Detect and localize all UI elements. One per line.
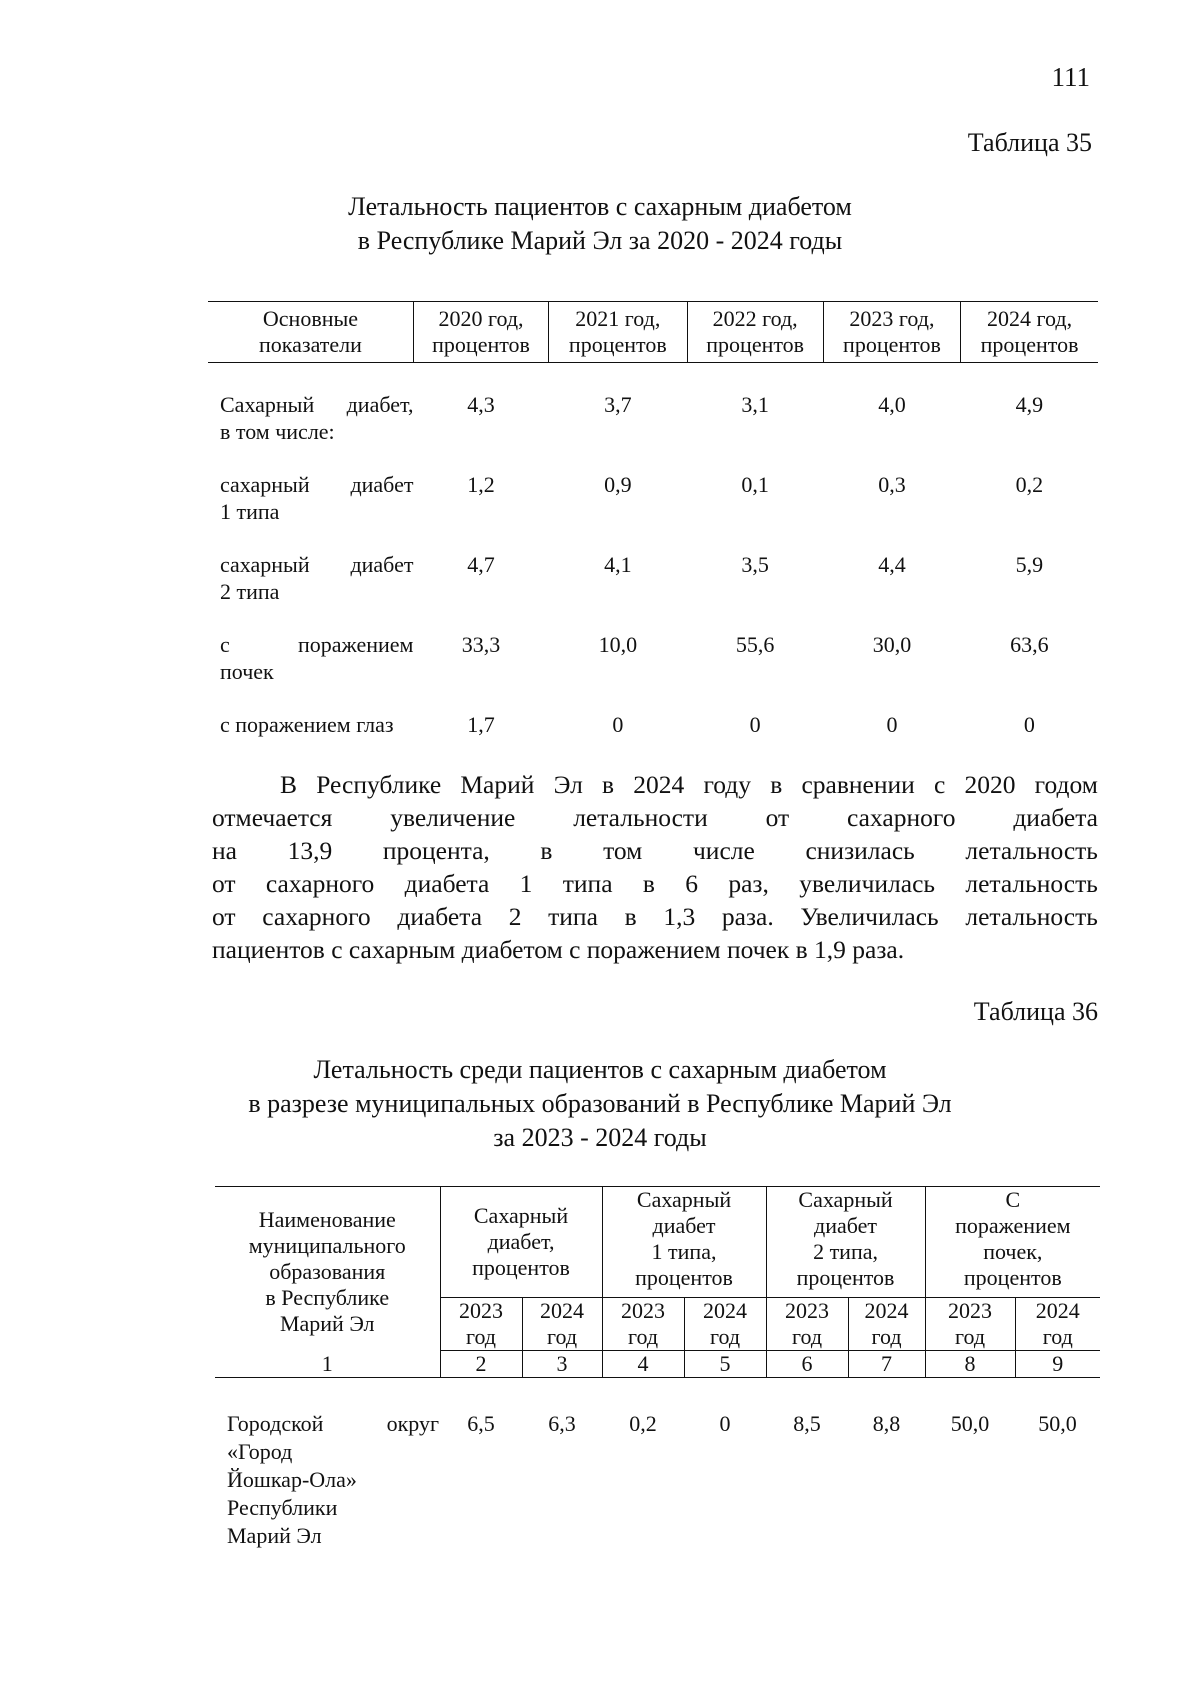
value-cell: 4,0 bbox=[878, 391, 906, 417]
value-cell: 0 bbox=[612, 711, 624, 737]
paragraph-word: сравнении bbox=[801, 770, 915, 799]
column-number: 8 bbox=[925, 1351, 1015, 1378]
year-header: 2023 год bbox=[440, 1298, 522, 1351]
value-cell: 4,9 bbox=[1015, 391, 1044, 417]
value-cell: 8,5 bbox=[793, 1411, 821, 1436]
page-number: 111 bbox=[1051, 62, 1090, 92]
paragraph-word: на bbox=[212, 836, 237, 865]
municipality-name: Городской округ «Город Йошкар-Ола» Республики Марий Эл bbox=[227, 1411, 439, 1548]
paragraph-word: снизилась bbox=[805, 836, 915, 865]
value-cell: 0 bbox=[749, 711, 761, 737]
paragraph-word: процента, bbox=[382, 836, 490, 865]
paragraph-word: 2 bbox=[508, 902, 522, 931]
value-cell: 0,1 bbox=[741, 471, 769, 497]
column-number: 2 bbox=[440, 1351, 522, 1378]
group-header: Сахарный диабет 1 типа, процентов bbox=[602, 1187, 766, 1298]
table35-caption: Таблица 35 bbox=[967, 128, 1092, 157]
table35-header-cell: 2021 год, процентов bbox=[549, 302, 687, 363]
value-cell: 8,8 bbox=[872, 1411, 901, 1436]
row-label: сахарный диабет 1 типа bbox=[220, 471, 414, 524]
value-cell: 10,0 bbox=[598, 631, 638, 657]
paragraph-word: 2024 bbox=[633, 770, 685, 799]
paragraph-word: от bbox=[765, 803, 790, 832]
paragraph-word: раз, bbox=[728, 869, 769, 898]
value-cell: 0,3 bbox=[878, 471, 906, 497]
table36-title-line1: Летальность среди пациентов с сахарным диабетом bbox=[313, 1055, 887, 1084]
table35-row bbox=[208, 391, 1098, 471]
column-number: 4 bbox=[602, 1351, 684, 1378]
year-header: 2024 год bbox=[522, 1298, 602, 1351]
group-header: С поражением почек, процентов bbox=[925, 1187, 1100, 1298]
paragraph-word: 2020 bbox=[964, 770, 1016, 799]
table36 bbox=[215, 1186, 1100, 1551]
table35-row bbox=[208, 471, 1098, 551]
value-cell: 3,5 bbox=[741, 551, 769, 577]
paragraph-line bbox=[212, 900, 1098, 933]
paragraph-line bbox=[212, 933, 1098, 966]
paragraph-word: сахарного bbox=[262, 902, 371, 931]
value-cell: 0,2 bbox=[629, 1411, 657, 1436]
value-cell: 63,6 bbox=[1010, 631, 1049, 657]
value-cell: 30,0 bbox=[872, 631, 912, 657]
paragraph-word: отмечается bbox=[212, 803, 333, 832]
paragraph-word: от bbox=[212, 869, 236, 898]
value-cell: 3,1 bbox=[741, 391, 769, 417]
table35-title-line1: Летальность пациентов с сахарным диабетом bbox=[348, 192, 852, 221]
paragraph-word: в bbox=[602, 770, 615, 799]
group-header: Сахарный диабет, процентов bbox=[440, 1187, 602, 1298]
table36-title bbox=[0, 1053, 1200, 1155]
paragraph-line bbox=[212, 834, 1098, 867]
paragraph-word: летальности bbox=[573, 803, 708, 832]
value-cell: 6,3 bbox=[548, 1411, 576, 1436]
value-cell: 50,0 bbox=[1038, 1411, 1077, 1436]
year-header: 2024 год bbox=[1015, 1298, 1100, 1351]
value-cell: 33,3 bbox=[461, 631, 501, 657]
paragraph-word: в bbox=[642, 869, 655, 898]
value-cell: 5,9 bbox=[1015, 551, 1044, 577]
paragraph-word: летальность bbox=[965, 902, 1098, 931]
table36-title-line2: в разрезе муниципальных образований в Республике Марий Эл bbox=[248, 1089, 952, 1118]
year-header: 2023 год bbox=[602, 1298, 684, 1351]
paragraph-word: 1 bbox=[519, 869, 533, 898]
row-label: сахарный диабет 2 типа bbox=[220, 551, 414, 604]
table36-caption: Таблица 36 bbox=[973, 997, 1098, 1026]
table35-title-line2: в Республике Марий Эл за 2020 - 2024 годы bbox=[357, 226, 843, 255]
paragraph-word: раза. bbox=[721, 902, 774, 931]
paragraph-line bbox=[212, 867, 1098, 900]
paragraph-word: 1,3 bbox=[663, 902, 696, 931]
paragraph-word: Эл bbox=[553, 770, 583, 799]
paragraph-word: Республике bbox=[316, 770, 442, 799]
column-number: 3 bbox=[522, 1351, 602, 1378]
year-header: 2024 год bbox=[684, 1298, 766, 1351]
table35-header-cell: 2023 год, процентов bbox=[823, 302, 960, 363]
value-cell: 1,7 bbox=[467, 711, 495, 737]
column-number: 6 bbox=[766, 1351, 848, 1378]
column-number: 9 bbox=[1015, 1351, 1100, 1378]
column-number: 1 bbox=[215, 1351, 440, 1378]
table35-row bbox=[208, 551, 1098, 631]
value-cell: 1,2 bbox=[467, 471, 495, 497]
paragraph-word: В bbox=[280, 770, 298, 799]
table35-header-cell: Основные показатели bbox=[208, 302, 413, 363]
paragraph-word: с bbox=[933, 770, 946, 799]
row-label: с поражением глаз bbox=[220, 711, 394, 737]
table36-title-line3: за 2023 - 2024 годы bbox=[493, 1123, 707, 1152]
table35-header-cell: 2020 год, процентов bbox=[413, 302, 548, 363]
row-label: Сахарный диабет, в том числе: bbox=[220, 391, 414, 444]
value-cell: 0 bbox=[1023, 711, 1035, 737]
paragraph-word: Увеличилась bbox=[800, 902, 939, 931]
paragraph-word: диабета bbox=[1013, 803, 1098, 832]
paragraph-line bbox=[212, 801, 1098, 834]
value-cell: 55,6 bbox=[735, 631, 775, 657]
value-cell: 0,2 bbox=[1015, 471, 1044, 497]
row-label: с поражением почек bbox=[220, 631, 414, 684]
paragraph-word: сахарного bbox=[847, 803, 956, 832]
paragraph-word: от bbox=[212, 902, 236, 931]
paragraph-word: типа bbox=[548, 902, 598, 931]
paragraph-word: диабета bbox=[397, 902, 483, 931]
paragraph-word: 6 bbox=[685, 869, 699, 898]
column-number-row bbox=[215, 1351, 1100, 1378]
table36-row bbox=[215, 1378, 1100, 1552]
paragraph-word: годом bbox=[1034, 770, 1098, 799]
value-cell: 0,9 bbox=[604, 471, 632, 497]
col-name-header: Наименование муниципального образования в Республике Марий Эл bbox=[215, 1187, 440, 1351]
paragraph-word: числе bbox=[692, 836, 755, 865]
table36-header-row bbox=[215, 1187, 1100, 1298]
value-cell: 0 bbox=[719, 1411, 731, 1436]
paragraph-word: том bbox=[603, 836, 643, 865]
paragraph-word: в bbox=[540, 836, 553, 865]
table35-row bbox=[208, 711, 1098, 751]
year-header: 2023 год bbox=[925, 1298, 1015, 1351]
table35-header-cell: 2022 год, процентов bbox=[687, 302, 823, 363]
paragraph-word: Марий bbox=[460, 770, 535, 799]
paragraph-word: сахарного bbox=[265, 869, 375, 898]
year-header: 2024 год bbox=[848, 1298, 925, 1351]
table35-header-cell: 2024 год, процентов bbox=[961, 302, 1098, 363]
paragraph-line bbox=[212, 768, 1098, 801]
paragraph-word: году bbox=[703, 770, 752, 799]
paragraph-word: 13,9 bbox=[287, 836, 333, 865]
column-number: 7 bbox=[848, 1351, 925, 1378]
paragraph-word: в bbox=[624, 902, 637, 931]
table35 bbox=[208, 301, 1098, 751]
table35-title bbox=[0, 190, 1200, 258]
paragraph-word: увеличилась bbox=[799, 869, 936, 898]
value-cell: 4,4 bbox=[878, 551, 906, 577]
value-cell: 6,5 bbox=[467, 1411, 495, 1436]
value-cell: 4,7 bbox=[467, 551, 495, 577]
paragraph-word: летальность bbox=[965, 869, 1098, 898]
paragraph-word: диабета bbox=[404, 869, 490, 898]
body-paragraph bbox=[212, 768, 1098, 966]
paragraph-word: увеличение bbox=[390, 803, 516, 832]
value-cell: 50,0 bbox=[950, 1411, 990, 1436]
paragraph-text: пациентов с сахарным диабетом с поражением почек в 1,9 раза. bbox=[212, 935, 905, 964]
paragraph-word: летальность bbox=[965, 836, 1098, 865]
value-cell: 4,1 bbox=[604, 551, 632, 577]
year-header: 2023 год bbox=[766, 1298, 848, 1351]
value-cell: 4,3 bbox=[467, 391, 495, 417]
paragraph-word: в bbox=[770, 770, 783, 799]
paragraph-word: типа bbox=[562, 869, 613, 898]
table35-row bbox=[208, 631, 1098, 711]
value-cell: 0 bbox=[886, 711, 898, 737]
table35-header-row bbox=[208, 302, 1098, 363]
column-number: 5 bbox=[684, 1351, 766, 1378]
value-cell: 3,7 bbox=[604, 391, 632, 417]
group-header: Сахарный диабет 2 типа, процентов bbox=[766, 1187, 925, 1298]
